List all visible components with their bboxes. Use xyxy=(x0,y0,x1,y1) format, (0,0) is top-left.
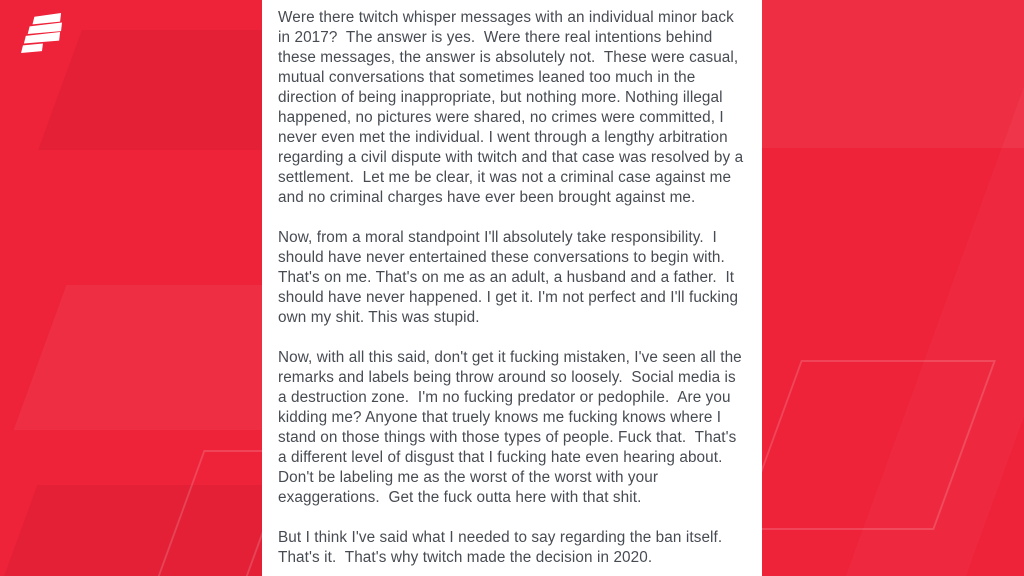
background-shape-3 xyxy=(735,95,1024,148)
statement-panel xyxy=(262,0,762,576)
background-shape-4 xyxy=(739,360,996,530)
dexerto-logo-icon xyxy=(20,13,64,53)
statement-paragraph-4: But I think I've said what I needed to say regarding the ban itself. That's it. That's why twitch made the decision in 2020. xyxy=(278,529,731,566)
background-shape-8 xyxy=(837,0,1024,576)
statement-paragraph-1: Were there twitch whisper messages with an individual minor back in 2017? The answer is yes. Were there real intentions behind these messages, the answer is absolutely not. These were casual, mutual conversations that sometimes leaned too much in the direction of being inappropriate, but nothing more. Nothing illegal happened, no pictures were shared, no crimes were committed, I never even met the individual. I went through a lengthy arbitration regarding a civil dispute with twitch and that case was resolved by a settlement. Let me be clear, it was not a criminal case against me and no criminal charges have ever been brought against me. xyxy=(278,9,748,206)
statement-paragraph-3: Now, with all this said, don't get it fucking mistaken, I've seen all the remarks and labels being throw around so loosely. Social media is a destruction zone. I'm no fucking predator or pedophile. Are you kidding me? Anyone that truely knows me fucking knows where I stand on those things with those types of people. Fuck that. That's a different level of disgust that I fucking hate even hearing about. Don't be labeling me as the worst of the worst with your exaggerations. Get the fuck outta here with that shit. xyxy=(278,349,747,506)
statement-paragraph-2: Now, from a moral standpoint I'll absolutely take responsibility. I should have never entertained these conversations to begin with. That's on me. That's on me as an adult, a husband and a father. It should have never happened. I get it. I'm not perfect and I'll fucking own my shit. This was stupid. xyxy=(278,229,743,326)
dexerto-logo xyxy=(20,13,64,53)
